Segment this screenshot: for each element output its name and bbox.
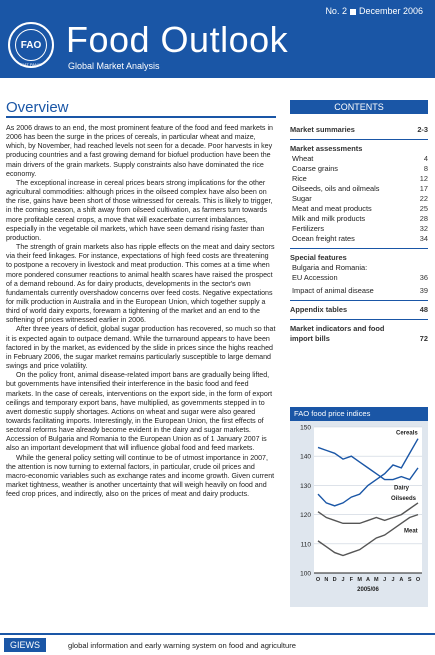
toc-entry-animal-disease[interactable] xyxy=(290,286,428,296)
toc-label: Rice xyxy=(292,174,307,183)
toc-entry[interactable] xyxy=(290,184,428,194)
toc-label: Coarse grains xyxy=(292,164,339,173)
toc-entry[interactable] xyxy=(290,174,428,184)
toc-label: Sugar xyxy=(292,194,312,203)
toc-page: 34 xyxy=(419,234,428,243)
toc-label: Fertilizers xyxy=(292,224,325,233)
overview-body xyxy=(6,124,276,499)
overview-heading: Overview xyxy=(6,99,69,116)
fao-logo-motto: FIAT PANIS xyxy=(20,62,42,67)
toc-entry[interactable] xyxy=(290,204,428,214)
toc-divider xyxy=(290,319,428,320)
publication-title: Food Outlook xyxy=(66,19,289,60)
x-tick-label: O xyxy=(315,577,321,583)
toc-page: 12 xyxy=(419,174,428,183)
toc-section-special-features: Special features xyxy=(290,253,347,262)
y-tick-label: 150 xyxy=(300,424,311,432)
toc-label: Ocean freight rates xyxy=(292,234,355,243)
toc-label: EU Accession xyxy=(292,273,338,282)
toc-page: 39 xyxy=(419,286,428,295)
toc-label: Meat and meat products xyxy=(292,204,372,213)
series-label-dairy: Dairy xyxy=(394,485,410,492)
x-tick-label: J xyxy=(391,577,395,583)
y-tick-label: 120 xyxy=(300,512,311,520)
fao-logo xyxy=(8,22,54,68)
toc-page: 72 xyxy=(419,334,428,343)
overview-paragraph: After three years of deficit, global sugar production has recovered, so much so that it is expected again to outpace demand. While the turnaround appears to have been factored in by the market, as evidenced by the slide in prices since the highs reached in February 2006, the sugar market remains particularly susceptible to large demand swings and price volatility. xyxy=(6,325,276,371)
toc-entry[interactable] xyxy=(290,154,428,164)
footer-tagline: global information and early warning system on food and agriculture xyxy=(68,641,296,650)
toc-page: 36 xyxy=(419,273,428,282)
toc-page: 48 xyxy=(419,305,428,314)
x-tick-label: N xyxy=(324,577,329,583)
overview-paragraph: The exceptional increase in cereal prices bears strong implications for the other agricultural commodities: although prices in the oilseed complex have also been on the rise, gains have been short of those witnessed for cereals. This is likely to trigger, in the coming season, a shift away from oilseed cultivation, as farmers turn towards more profitable cereal crops, a move that will exacerbate current imbalances, especially in the vegetable oil markets, which have seen demand rising faster than production. xyxy=(6,178,273,242)
overview-paragraph: On the policy front, animal disease-related import bans are gradually being lifted, but governments have intensified their interference in the basic food and feed markets. In the case of cereals, interventions on the export side, in the form of export ceilings and temporary export bans, have multiplied, as governments stepped in to avert domestic supply shortages. Actions on wheat and sugar were also geared towards facilitating imports. Interestingly, in the European Union, the first effects of sectoral reforms have already become evident in the dairy and sugar markets. Accession of Bulgaria and Romania to the European Union as of 1 January 2007 is also an important development that will influence global food and feed markets. xyxy=(6,371,273,453)
chart-title: FAO food price indices xyxy=(290,407,428,421)
toc-entry[interactable] xyxy=(290,164,428,174)
footer-bar xyxy=(0,633,435,655)
issue-info xyxy=(325,6,423,16)
x-tick-label: J xyxy=(341,577,345,583)
x-tick-label: A xyxy=(399,577,404,583)
y-tick-label: 100 xyxy=(300,570,311,578)
toc-entry-market-summaries[interactable] xyxy=(290,125,428,135)
toc-entry[interactable] xyxy=(290,224,428,234)
x-tick-label: O xyxy=(415,577,421,583)
toc-label: Bulgaria and Romania: xyxy=(292,263,368,272)
toc-label: Market summaries xyxy=(290,125,355,134)
toc-entry-eu-accession[interactable] xyxy=(290,273,428,283)
toc-page: 25 xyxy=(419,204,428,213)
toc-entry-bulgaria-romania[interactable] xyxy=(290,263,428,273)
series-label-oilseeds: Oilseeds xyxy=(391,495,417,502)
x-axis-label: 2005/06 xyxy=(357,587,379,593)
toc-label: Impact of animal disease xyxy=(292,286,374,295)
toc-page: 28 xyxy=(419,214,428,223)
toc-page: 17 xyxy=(419,184,428,193)
food-price-chart xyxy=(290,407,428,607)
publication-subtitle: Global Market Analysis xyxy=(68,61,160,71)
x-tick-label: M xyxy=(374,577,379,583)
toc-entry[interactable] xyxy=(290,194,428,204)
toc-divider xyxy=(290,248,428,249)
toc-divider xyxy=(290,300,428,301)
toc-section-market-assessments: Market assessments xyxy=(290,144,363,153)
issue-date: December 2006 xyxy=(358,6,423,16)
overview-paragraph: As 2006 draws to an end, the most prominent feature of the food and feed markets in 2006 has been the surge in the prices of cereals, in particular wheat and maize, which, by November, had reached levels not seen for a decade. Poor harvests in key producing countries and a fast growing demand for biofuel production have been the main drivers of the grain markets. Supply constraints also have dominated the rice economy. xyxy=(6,124,273,178)
toc-page: 4 xyxy=(423,154,428,163)
giews-badge: GIEWS xyxy=(4,638,46,652)
series-label-meat: Meat xyxy=(404,528,418,535)
issue-number: No. 2 xyxy=(325,6,347,16)
toc-page: 22 xyxy=(419,194,428,203)
toc-entry-indicators-line2[interactable] xyxy=(290,334,428,344)
toc-entry[interactable] xyxy=(290,234,428,244)
toc-label: Oilseeds, oils and oilmeals xyxy=(292,184,380,193)
toc-page: 8 xyxy=(423,164,428,173)
masthead xyxy=(0,0,435,78)
fao-logo-text: FAO xyxy=(15,29,47,61)
toc-entry[interactable] xyxy=(290,214,428,224)
contents-panel xyxy=(290,100,428,344)
x-tick-label: A xyxy=(366,577,370,583)
overview-paragraph: The strength of grain markets also has ripple effects on the meat and dairy sectors via their feed linkages. For instance, expectations of high feed costs are threatening to postpone a recovery in livestock and meat production. This comes at a time when more pondered consumer reactions to animal health scares have raised the prospect of a demand rebound. As for dairy products, developments in the sector's own fundamentals currently overshadow concerns over feed costs. Negative expectations for milk production in Australia and in the European Union, which together supply a third of world dairy exports, forewarn a tightening of the market and an end to the softening of prices witnessed earlier in 2006. xyxy=(6,243,275,325)
square-icon xyxy=(350,9,356,15)
x-tick-label: F xyxy=(349,577,354,583)
toc-page: 32 xyxy=(419,224,428,233)
toc-label: Appendix tables xyxy=(290,305,348,314)
toc-label: Wheat xyxy=(292,154,314,163)
toc-page: 2-3 xyxy=(417,125,428,134)
series-label-cereals: Cereals xyxy=(396,430,418,437)
y-tick-label: 130 xyxy=(300,482,311,490)
chart-plot xyxy=(290,421,428,607)
x-tick-label: J xyxy=(383,577,387,583)
y-tick-label: 110 xyxy=(300,541,311,549)
contents-heading: CONTENTS xyxy=(290,100,428,114)
x-tick-label: M xyxy=(357,577,362,583)
overview-paragraph: While the general policy setting will continue to be of utmost importance in 2007, the attention is now turning to external factors, in particular, crude oil prices and macro-economic variables such as exchange rates and income growth. Given current market tightness, weather is another uncertainty that will weigh heavily on food and feed crop prices, and indirectly, also on the prices of meat and dairy products. xyxy=(6,453,275,499)
toc-label: import bills xyxy=(290,334,330,343)
x-tick-label: S xyxy=(407,577,412,583)
toc-divider xyxy=(290,139,428,140)
toc-entry-indicators-line1[interactable] xyxy=(290,324,428,334)
heading-rule xyxy=(6,116,276,118)
x-tick-label: D xyxy=(332,577,337,583)
toc-entry-appendix[interactable] xyxy=(290,305,428,315)
toc-label: Market indicators and food xyxy=(290,324,385,333)
toc-label: Milk and milk products xyxy=(292,214,366,223)
y-tick-label: 140 xyxy=(300,453,311,461)
